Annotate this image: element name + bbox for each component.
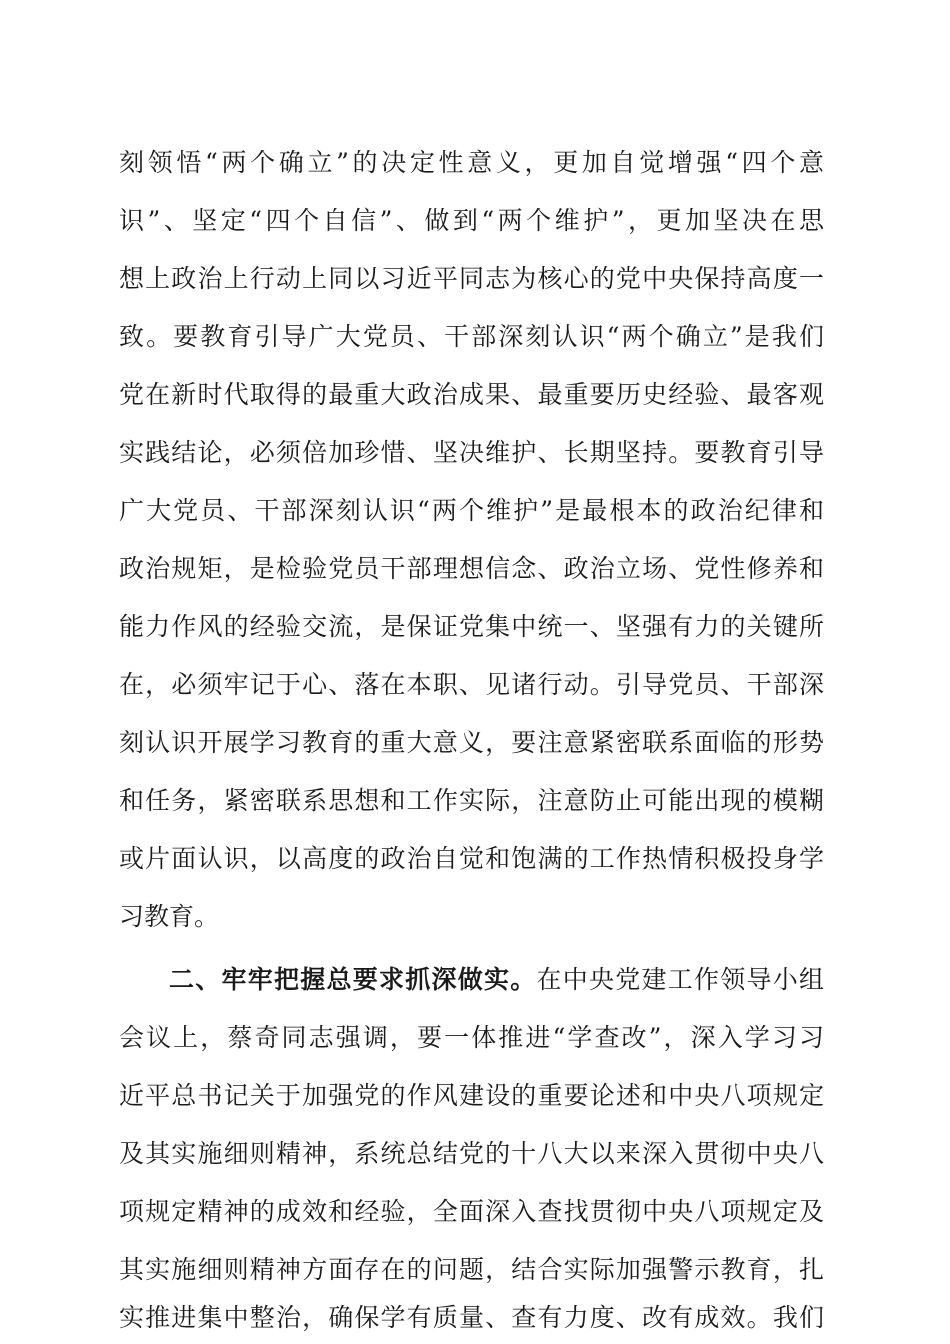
paragraph-2-line: 实推进集中整治，确保学有质量、查有力度、改有成效。我们 [119,1303,824,1332]
paragraph-1-line: 致。要教育引导广大党员、干部深刻认识“两个确立”是我们 [119,322,824,351]
paragraph-1-line: 或片面认识，以高度的政治自觉和饱满的工作热情积极投身学 [119,844,824,873]
paragraph-2-line: 其实施细则精神方面存在的问题，结合实际加强警示教育，扎 [119,1255,824,1284]
paragraph-1-line: 政治规矩，是检验党员干部理想信念、政治立场、党性修养和 [119,554,824,583]
paragraph-1-line: 习教育。 [119,902,220,931]
paragraph-1-line: 和任务，紧密联系思想和工作实际，注意防止可能出现的模糊 [119,786,824,815]
paragraph-2-line: 会议上，蔡奇同志强调，要一体推进“学查改”，深入学习习 [119,1023,824,1052]
paragraph-2-line: 及其实施细则精神，系统总结党的十八大以来深入贯彻中央八 [119,1139,824,1168]
paragraph-2-line: 近平总书记关于加强党的作风建设的重要论述和中央八项规定 [119,1081,824,1110]
paragraph-1-line: 广大党员、干部深刻认识“两个维护”是最根本的政治纪律和 [119,496,824,525]
paragraph-1-line: 识”、坚定“四个自信”、做到“两个维护”，更加坚决在思 [119,206,824,235]
paragraph-1-line: 刻领悟“两个确立”的决定性意义，更加自觉增强“四个意 [119,148,824,177]
section-heading: 二、牢牢把握总要求抓深做实。 [169,965,537,994]
paragraph-1-line: 能力作风的经验交流，是保证党集中统一、坚强有力的关键所 [119,612,824,641]
paragraph-1-line: 刻认识开展学习教育的重大意义，要注意紧密联系面临的形势 [119,728,824,757]
paragraph-1-line: 党在新时代取得的最重大政治成果、最重要历史经验、最客观 [119,380,824,409]
paragraph-1-line: 实践结论，必须倍加珍惜、坚决维护、长期坚持。要教育引导 [119,438,824,467]
paragraph-1-line: 想上政治上行动上同以习近平同志为核心的党中央保持高度一 [119,264,824,293]
paragraph-2-first-line [169,960,824,1000]
paragraph-2-line: 项规定精神的成效和经验，全面深入查找贯彻中央八项规定及 [119,1197,824,1226]
paragraph-1-line: 在，必须牢记于心、落在本职、见诸行动。引导党员、干部深 [119,670,824,699]
paragraph-2-first-line-text: 在中央党建工作领导小组 [536,965,824,994]
